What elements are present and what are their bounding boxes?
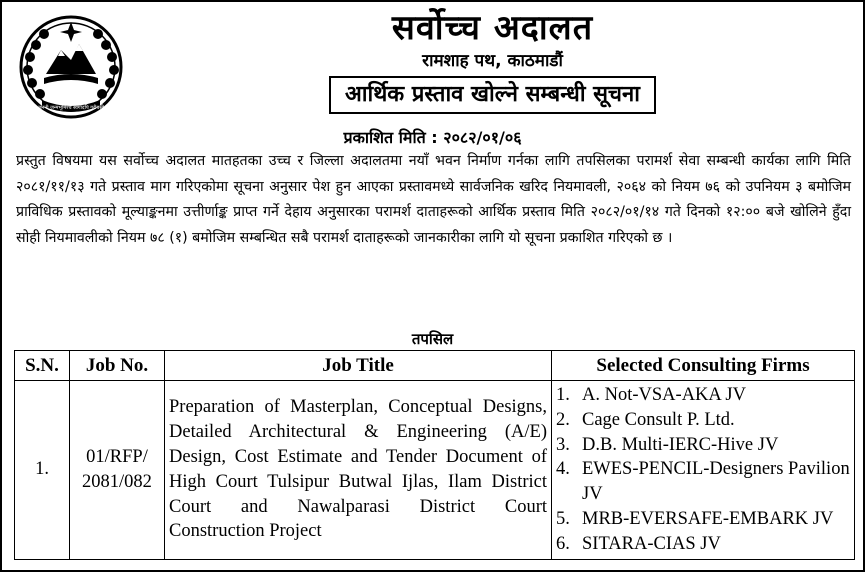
firm-item [556, 433, 850, 458]
court-address: रामशाह पथ, काठमाडौं [422, 51, 563, 71]
firm-number: 4. [556, 459, 570, 480]
publication-date-label: प्रकाशित मिति : [343, 128, 438, 147]
firm-name: Cage Consult P. Ltd. [582, 409, 735, 430]
header-job-no: Job No. [70, 351, 165, 381]
job-no-line2: 2081/082 [82, 471, 152, 492]
row-sn: 1. [15, 381, 70, 560]
jobs-table [14, 350, 855, 560]
emblem-caption: जननी जन्मभूमिश्च स्वर्गादपि गरीयसी [37, 105, 105, 111]
header-job-title: Job Title [165, 351, 552, 381]
notice-title: आर्थिक प्रस्ताव खोल्ने सम्बन्धी सूचना [329, 76, 656, 114]
firm-name: MRB-EVERSAFE-EMBARK JV [582, 508, 834, 529]
firm-name: A. Not-VSA-AKA JV [582, 385, 746, 405]
firm-item [556, 408, 850, 433]
firm-number: 3. [556, 434, 570, 455]
court-name: सर्वोच्च अदालत [391, 8, 594, 48]
notice-body: प्रस्तुत विषयमा यस सर्वोच्च अदालत मातहतका उच्च र जिल्ला अदालतमा नयाँ भवन निर्माण गर्नका लागि तपसिलका परामर्श सेवा सम्बन्धी कार्यका लागि मिति २०८१/११/१३ गते प्रस्ताव माग गरिएकोमा सूचना अनुसार पेश हुन आएका प्रस्तावमध्ये सार्वजनिक खरिद नियमावली, २०६४ को नियम ७६ को उपनियम ३ बमोजिम प्राविधिक प्रस्तावको मूल्याङ्कनमा उत्तीर्णाङ्क प्राप्त गर्ने देहाय अनुसारका परामर्श दाताहरूको आर्थिक प्रस्ताव मिति २०८२/०१/१४ गते दिनको १२:०० बजे खोलिने हुँदा सोही नियमावलीको नियम ७८ (१) बमोजिम सम्बन्धित सबै परामर्श दाताहरूको जानकारीका लागि यो सूचना प्रकाशित गरिएको छ । [16, 153, 851, 246]
firm-item [556, 383, 850, 408]
publication-date [2, 128, 863, 148]
job-title-last: Construction Project [169, 521, 322, 542]
firm-number: 2. [556, 409, 570, 430]
job-title-main: Preparation of Masterplan, Conceptual Designs, Detailed Architectural & Engineering (A/E) Design, Cost Estimate and Tender Document of High Court Tulsipur Butwal Ijlas, Ilam District Court and Nawalparasi District Court [169, 397, 547, 517]
header-firms: Selected Consulting Firms [552, 351, 855, 381]
header-sn: S.N. [15, 351, 70, 381]
row-job-no [70, 381, 165, 560]
schedule-title: तपसिल [411, 330, 454, 348]
row-firms [552, 381, 855, 560]
firm-name: D.B. Multi-IERC-Hive JV [582, 434, 779, 455]
firm-name: EWES-PENCIL-Designers Pavilion JV [582, 459, 850, 505]
firm-item [556, 457, 850, 507]
table-row [15, 381, 855, 560]
publication-date-value: २०८२/०१/०६ [443, 128, 522, 147]
nepal-emblem-icon [16, 12, 126, 122]
firm-number: 5. [556, 508, 570, 529]
job-no-line1: 01/RFP/ [86, 446, 148, 467]
firm-number: 1. [556, 385, 570, 405]
table-header-row [15, 351, 855, 381]
firm-number: 6. [556, 533, 570, 554]
firm-item [556, 532, 850, 557]
row-job-title [165, 381, 552, 560]
firm-name: SITARA-CIAS JV [582, 533, 721, 554]
firm-item [556, 507, 850, 532]
header [132, 8, 853, 114]
